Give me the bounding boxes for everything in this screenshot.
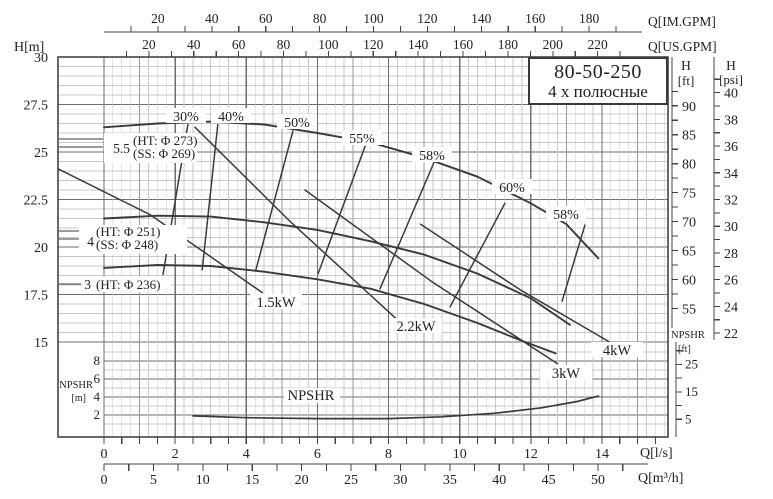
hm-tick-label: 22.5 [23, 193, 48, 209]
hpsi-tick-label: 24 [724, 300, 738, 316]
im-gpm-tick-label: 60 [258, 11, 273, 26]
ls-tick-label: 10 [452, 447, 467, 462]
curves [59, 122, 613, 419]
im-gpm-axis-label: Q[IM.GPM] [648, 14, 716, 29]
ls-tick-label: 12 [523, 447, 538, 462]
im-gpm-tick-label: 160 [525, 11, 546, 26]
npshr-ft-axis-label: NPSHR [671, 330, 705, 341]
impeller-diameter-label: (SS: Φ 269) [133, 146, 196, 161]
impeller-diameter-label: (HT: Φ 251) [96, 224, 161, 239]
us-gpm-tick-label: 160 [452, 37, 474, 52]
efficiency-label: 58% [553, 208, 579, 223]
im-gpm-tick-label: 20 [151, 11, 165, 26]
efficiency-label: 55% [349, 132, 375, 147]
im-gpm-tick-label: 140 [471, 11, 492, 26]
hpsi-unit-label: [psi] [719, 72, 743, 87]
im-gpm-tick-label: 40 [205, 11, 219, 26]
npshr-ft-tick-label: 15 [685, 383, 698, 399]
hft-tick-label: 90 [682, 99, 696, 115]
hm-tick-label: 25 [34, 146, 48, 161]
hpsi-tick-label: 26 [724, 273, 738, 289]
power-label: 4kW [602, 343, 632, 359]
impeller-diameter-label: (HT: Φ 236) [96, 277, 161, 292]
us-gpm-tick-label: 180 [497, 37, 519, 52]
hft-tick-label: 70 [682, 215, 696, 231]
efficiency-label: 40% [218, 110, 244, 125]
us-gpm-tick-label: 80 [276, 37, 291, 52]
m3h-tick-label: 20 [294, 473, 309, 488]
hft-tick-label: 65 [682, 244, 696, 260]
npshr-m-axis-label: NPSHR [59, 380, 93, 391]
us-gpm-tick-label: 120 [363, 37, 384, 52]
power-line-3kW [305, 190, 558, 364]
power-line-2.2kW [195, 127, 396, 318]
ls-tick-label: 8 [385, 447, 393, 462]
us-gpm-axis-label: Q[US.GPM] [648, 39, 717, 54]
hpsi-tick-label: 40 [724, 86, 738, 102]
hpsi-tick-label: 32 [724, 193, 738, 209]
m3h-tick-label: 35 [442, 473, 457, 488]
npshr-m-unit-label: [m] [71, 393, 86, 404]
im-gpm-tick-label: 80 [312, 11, 327, 26]
impeller-size-label: 5.5 [113, 141, 130, 156]
hft-tick-label: 80 [682, 157, 696, 173]
hpsi-tick-label: 38 [724, 113, 738, 129]
npshr-ft-unit-label: [ft] [678, 344, 691, 355]
m3h-axis-label: Q[m³/h] [638, 471, 684, 486]
power-label: 1.5kW [256, 295, 296, 311]
hm-tick-label: 17.5 [23, 288, 48, 304]
hpsi-tick-label: 22 [724, 327, 738, 343]
npshr-label: NPSHR [287, 388, 335, 404]
npshr-ft-tick-label: 25 [685, 356, 698, 372]
power-label: 3kW [551, 366, 581, 382]
efficiency-line-6 [562, 225, 585, 301]
m3h-tick-label: 40 [492, 473, 507, 488]
hm-axis-label: H[m] [14, 40, 45, 55]
hft-axis-label: H [681, 58, 691, 73]
im-gpm-tick-label: 120 [417, 11, 438, 26]
m3h-tick-label: 0 [100, 473, 108, 488]
npshr-m-tick-label: 8 [93, 353, 100, 368]
npshr-m-tick-label: 4 [93, 389, 100, 404]
power-label: 2.2kW [396, 319, 436, 335]
efficiency-label: 58% [419, 149, 445, 164]
us-gpm-tick-label: 220 [587, 37, 608, 52]
hft-tick-label: 55 [682, 302, 696, 318]
efficiency-label: 60% [499, 181, 525, 196]
hm-tick-label: 30 [34, 51, 48, 66]
ls-tick-label: 6 [313, 447, 321, 462]
m3h-tick-label: 30 [393, 473, 408, 488]
hm-tick-label: 15 [34, 336, 48, 351]
impeller-diameter-label: (HT: Φ 273) [133, 133, 198, 148]
ls-tick-label: 0 [100, 447, 108, 462]
m3h-tick-label: 50 [591, 473, 606, 488]
ls-tick-label: 2 [171, 447, 179, 462]
hm-tick-label: 27.5 [23, 98, 48, 114]
chart-title-box [528, 57, 668, 105]
pump-poles-subtitle: 4 х полюсные [548, 81, 648, 101]
us-gpm-tick-label: 200 [542, 37, 563, 52]
m3h-tick-label: 45 [541, 473, 556, 488]
efficiency-line-1 [202, 125, 218, 270]
hpsi-tick-label: 28 [724, 246, 738, 262]
im-gpm-tick-label: 180 [578, 11, 600, 26]
m3h-tick-label: 15 [245, 473, 260, 488]
ls-tick-label: 14 [594, 447, 609, 462]
hft-unit-label: [ft] [677, 73, 695, 88]
us-gpm-tick-label: 100 [318, 37, 339, 52]
us-gpm-tick-label: 40 [187, 37, 201, 52]
hpsi-tick-label: 34 [724, 166, 738, 182]
us-gpm-tick-label: 140 [408, 37, 429, 52]
im-gpm-tick-label: 100 [363, 11, 384, 26]
us-gpm-tick-label: 60 [231, 37, 246, 52]
m3h-tick-label: 5 [149, 473, 157, 488]
efficiency-label: 50% [284, 116, 310, 131]
m3h-tick-label: 10 [195, 473, 210, 488]
npshr-m-tick-label: 6 [93, 371, 100, 386]
impeller-diameter-label: (SS: Φ 248) [96, 237, 159, 252]
hpsi-axis-label: H [726, 58, 736, 73]
hft-tick-label: 85 [682, 128, 696, 144]
efficiency-line-3 [318, 146, 365, 273]
pump-model-title: 80-50-250 [554, 60, 642, 83]
hft-tick-label: 60 [682, 273, 696, 289]
npshr-m-tick-label: 2 [93, 407, 100, 422]
impeller-size-label: 3 [84, 277, 91, 292]
hm-tick-label: 20 [34, 241, 48, 256]
hpsi-tick-label: 36 [724, 140, 738, 156]
ls-axis-label: Q[l/s] [640, 446, 673, 461]
npshr-ft-tick-label: 5 [685, 411, 692, 427]
efficiency-label: 30% [173, 110, 199, 125]
us-gpm-tick-label: 20 [142, 37, 156, 52]
ls-tick-label: 4 [242, 447, 250, 462]
m3h-tick-label: 25 [344, 473, 359, 488]
impeller-size-label: 4 [87, 234, 94, 249]
hpsi-tick-label: 30 [724, 220, 738, 236]
hft-tick-label: 75 [682, 186, 696, 202]
